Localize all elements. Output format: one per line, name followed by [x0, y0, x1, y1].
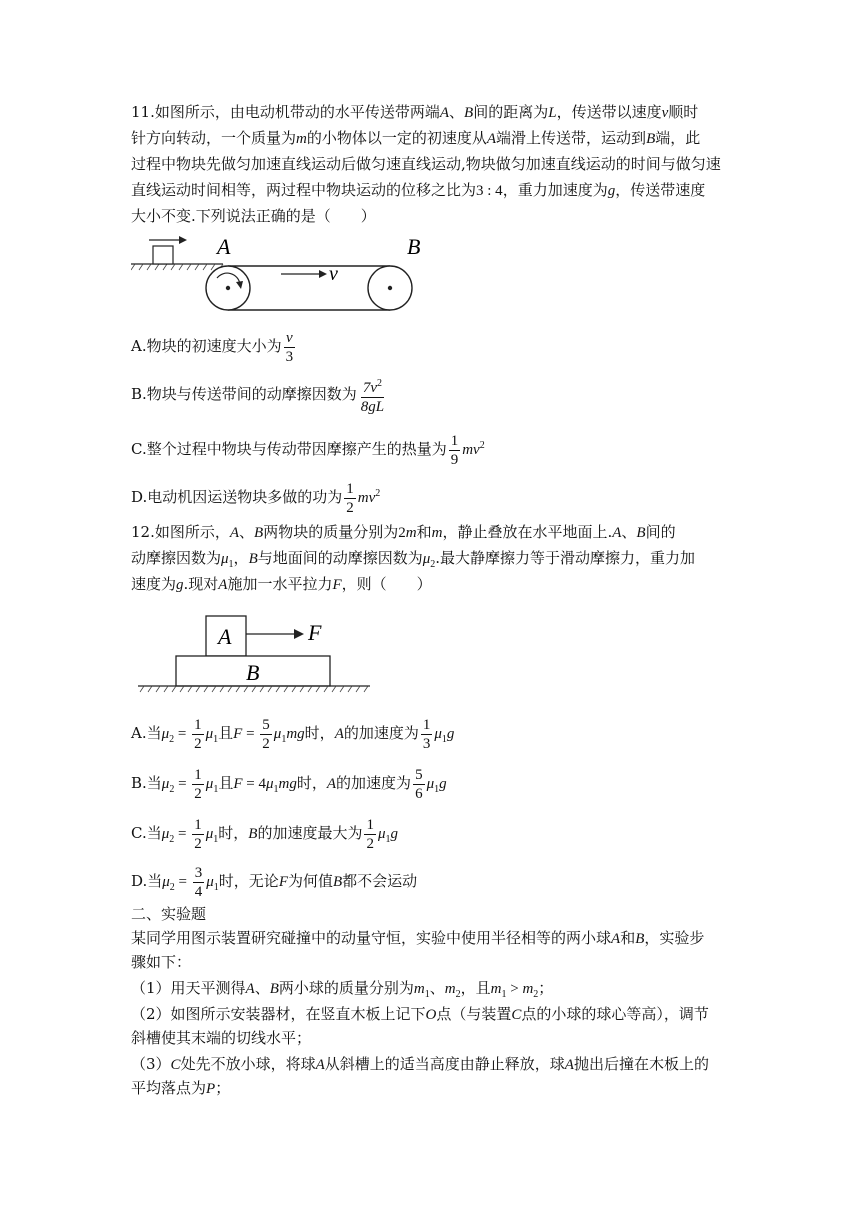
q11-stem-line-5: 大小不变.下列说法正确的是（ ）	[131, 207, 376, 225]
stacked-blocks-figure	[138, 610, 374, 694]
q11-stem-line-3: 过程中物块先做匀加速直线运动后做匀速直线运动,物块做匀加速直线运动的时间与做匀速	[131, 155, 721, 173]
q11-stem-line-1: 11.如图所示，由电动机带动的水平传送带两端A、B间的距离为L，传送带以速度v顺时	[131, 103, 699, 121]
label-B: B	[407, 234, 421, 259]
q11-stem-line-4: 直线运动时间相等，两过程中物块运动的位移之比为3 : 4，重力加速度为g，传送带速度	[131, 181, 706, 199]
step-2: （2）如图所示安装器材，在竖直木板上记下O点（与装置C点的小球的球心等高），调节	[131, 1005, 709, 1023]
q11-option-D[interactable]: D.电动机因运送物块多做的功为 $\frac{1}{2}$ $mv^2$	[131, 480, 381, 516]
step-2-cont: 斜槽使其末端的切线水平；	[131, 1029, 312, 1047]
q12-option-A[interactable]: A.当$\mu_2$ = $\frac{1}{2}$ $\mu_1$且F = $\frac{5}{2}$ $\mu_1mg$时，A的加速度为 $\frac{1}{3}$ $\mu_1g$	[131, 716, 455, 752]
step-3: （3）C处先不放小球，将球A从斜槽上的适当高度由静止释放，球A抛出后撞在木板上的	[131, 1055, 709, 1073]
q12-stem-line-1: 12.如图所示，A、B两物块的质量分别为2m和m，静止叠放在水平地面上.A、B间的	[131, 523, 676, 541]
q12-stem-line-2: 动摩擦因数为$\mu_1$，B与地面间的动摩擦因数为$\mu_2$.最大静摩擦力等于滑动摩擦力，重力加	[131, 549, 696, 570]
label-A: A	[217, 234, 231, 259]
label-v: v	[329, 263, 338, 285]
section2-intro-line-1: 某同学用图示装置研究碰撞中的动量守恒，实验中使用半径相等的两小球A和B，实验步	[131, 929, 705, 947]
q11-option-A[interactable]: A.物块的初速度大小为 $\frac{v}{3}$	[131, 329, 294, 365]
conveyor-belt-figure	[131, 232, 431, 318]
step-1: （1）用天平测得A、B两小球的质量分别为$m_1$、$m_2$，且$m_1 > m_2$；	[131, 979, 554, 1000]
q12-option-C[interactable]: C.当$\mu_2$ = $\frac{1}{2}$ $\mu_1$时，B的加速度最大为 $\frac{1}{2}$ $\mu_1g$	[131, 816, 398, 852]
section2-intro-line-2: 骤如下：	[131, 953, 192, 971]
q11-option-C[interactable]: C.整个过程中物块与传动带因摩擦产生的热量为 $\frac{1}{9}$ $mv^2$	[131, 432, 485, 468]
step-3-cont: 平均落点为P；	[131, 1079, 231, 1097]
label-F: F	[308, 620, 322, 645]
q12-option-D[interactable]: D.当$\mu_2$ = $\frac{3}{4}$ $\mu_1$时，无论F为何值B都不会运动	[131, 864, 418, 900]
q11-stem-line-2: 针方向转动，一个质量为m的小物体以一定的初速度从A端滑上传送带，运动到B端，此	[131, 129, 701, 147]
q12-option-B[interactable]: B.当$\mu_2$ = $\frac{1}{2}$ $\mu_1$且$F = 4\mu_1mg$时，A的加速度为 $\frac{5}{6}$ $\mu_1g$	[131, 766, 447, 802]
label-A: A	[218, 624, 232, 649]
section-heading: 二、实验题	[131, 905, 207, 923]
q11-option-B[interactable]: B.物块与传送带间的动摩擦因数为 $\frac{7v^2}{8gL}$	[131, 372, 388, 416]
block-shape	[153, 246, 173, 264]
q12-stem-line-3: 速度为g.现对A施加一水平拉力F，则（ ）	[131, 575, 432, 593]
label-B: B	[246, 660, 260, 685]
